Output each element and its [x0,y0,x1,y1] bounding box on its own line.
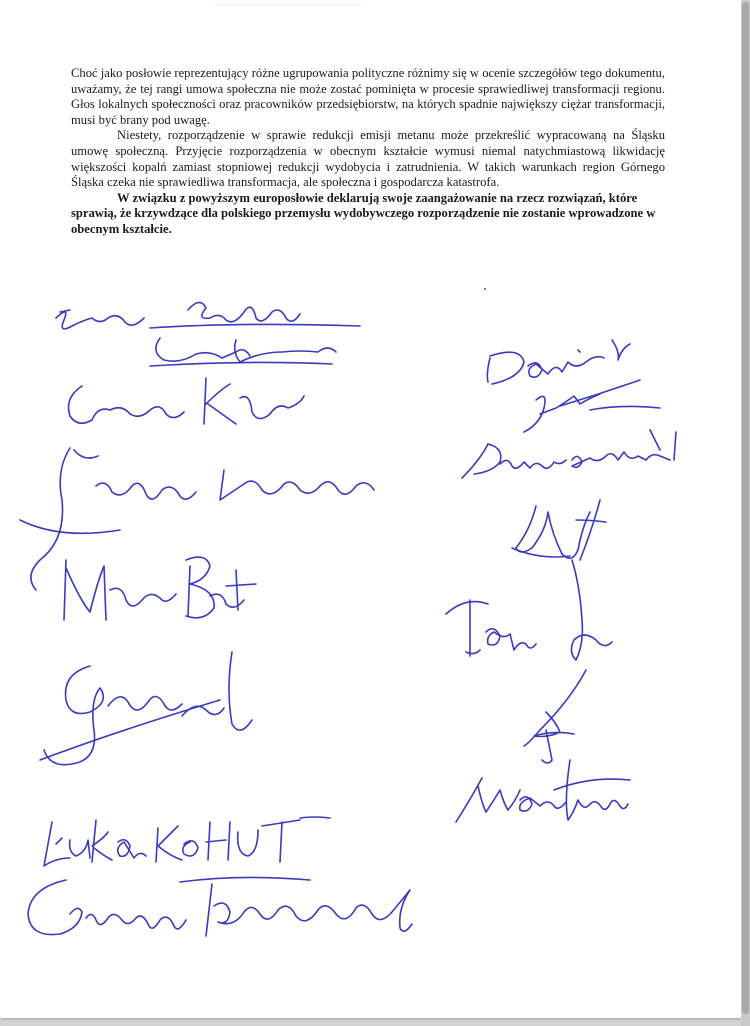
signature-marek-belka [64,557,256,620]
signature-grzegorz-tobiszowski [28,877,412,936]
signature-tom [446,560,612,660]
signature-izabela-kloc [69,378,305,424]
signature-14 [524,670,586,763]
signature-lukasz-kohut [44,817,330,866]
paragraph-3: W związku z powyższym europosłowie deklarują swoje zaangażowanie na rzecz rozwiązań, które sprawią, że krzywdzące dla polskiego przemysłu wydobywczego rozporządzenie nie zostanie wprowadzone w obecnym kształcie. [71,190,656,236]
signature-jadwiga-wisniewska [20,448,374,590]
signature-dariusz-rosati [462,430,676,478]
signature-beata-szydlo [56,302,360,328]
paragraph-1: Choć jako posłowie reprezentujący różne ugrupowania polityczne różnimy się w ocenie szczegółów tego dokumentu, uważamy, że tej rangi umowa społeczna nie może zostać pominięta w procesie sprawiedliwej transformacji regionu. Głos lokalnych społeczności oraz pracowników przedsiębiorstw, na których spadnie największy ciężar transformacji, musi być brany pod uwagę. [71,66,665,127]
signature-12 [512,500,606,560]
signature-2 [150,338,336,366]
signature-dominik [487,340,630,384]
signature-10 [524,380,660,432]
signature-wojciechowski [456,760,630,822]
scrollbar[interactable] [741,0,750,1026]
paragraph-2: Niestety, rozporządzenie w sprawie redukcji emisji metanu może przekreślić wypracowaną na Śląsku umowę społeczną. Przyjęcie rozporządzenia w obecnym kształcie wymusi niemal natychmiastową likwidację większości kopalń zamiast stopniowej redukcji wydobycia i zatrudnienia. W takich warunkach region Górnego Śląska czeka nie sprawiedliwa transformacja, ale społeczna i gospodarcza katastrofa. [71,128,665,190]
scrollbar-thumb[interactable] [742,2,749,1014]
signature-6 [40,652,252,765]
